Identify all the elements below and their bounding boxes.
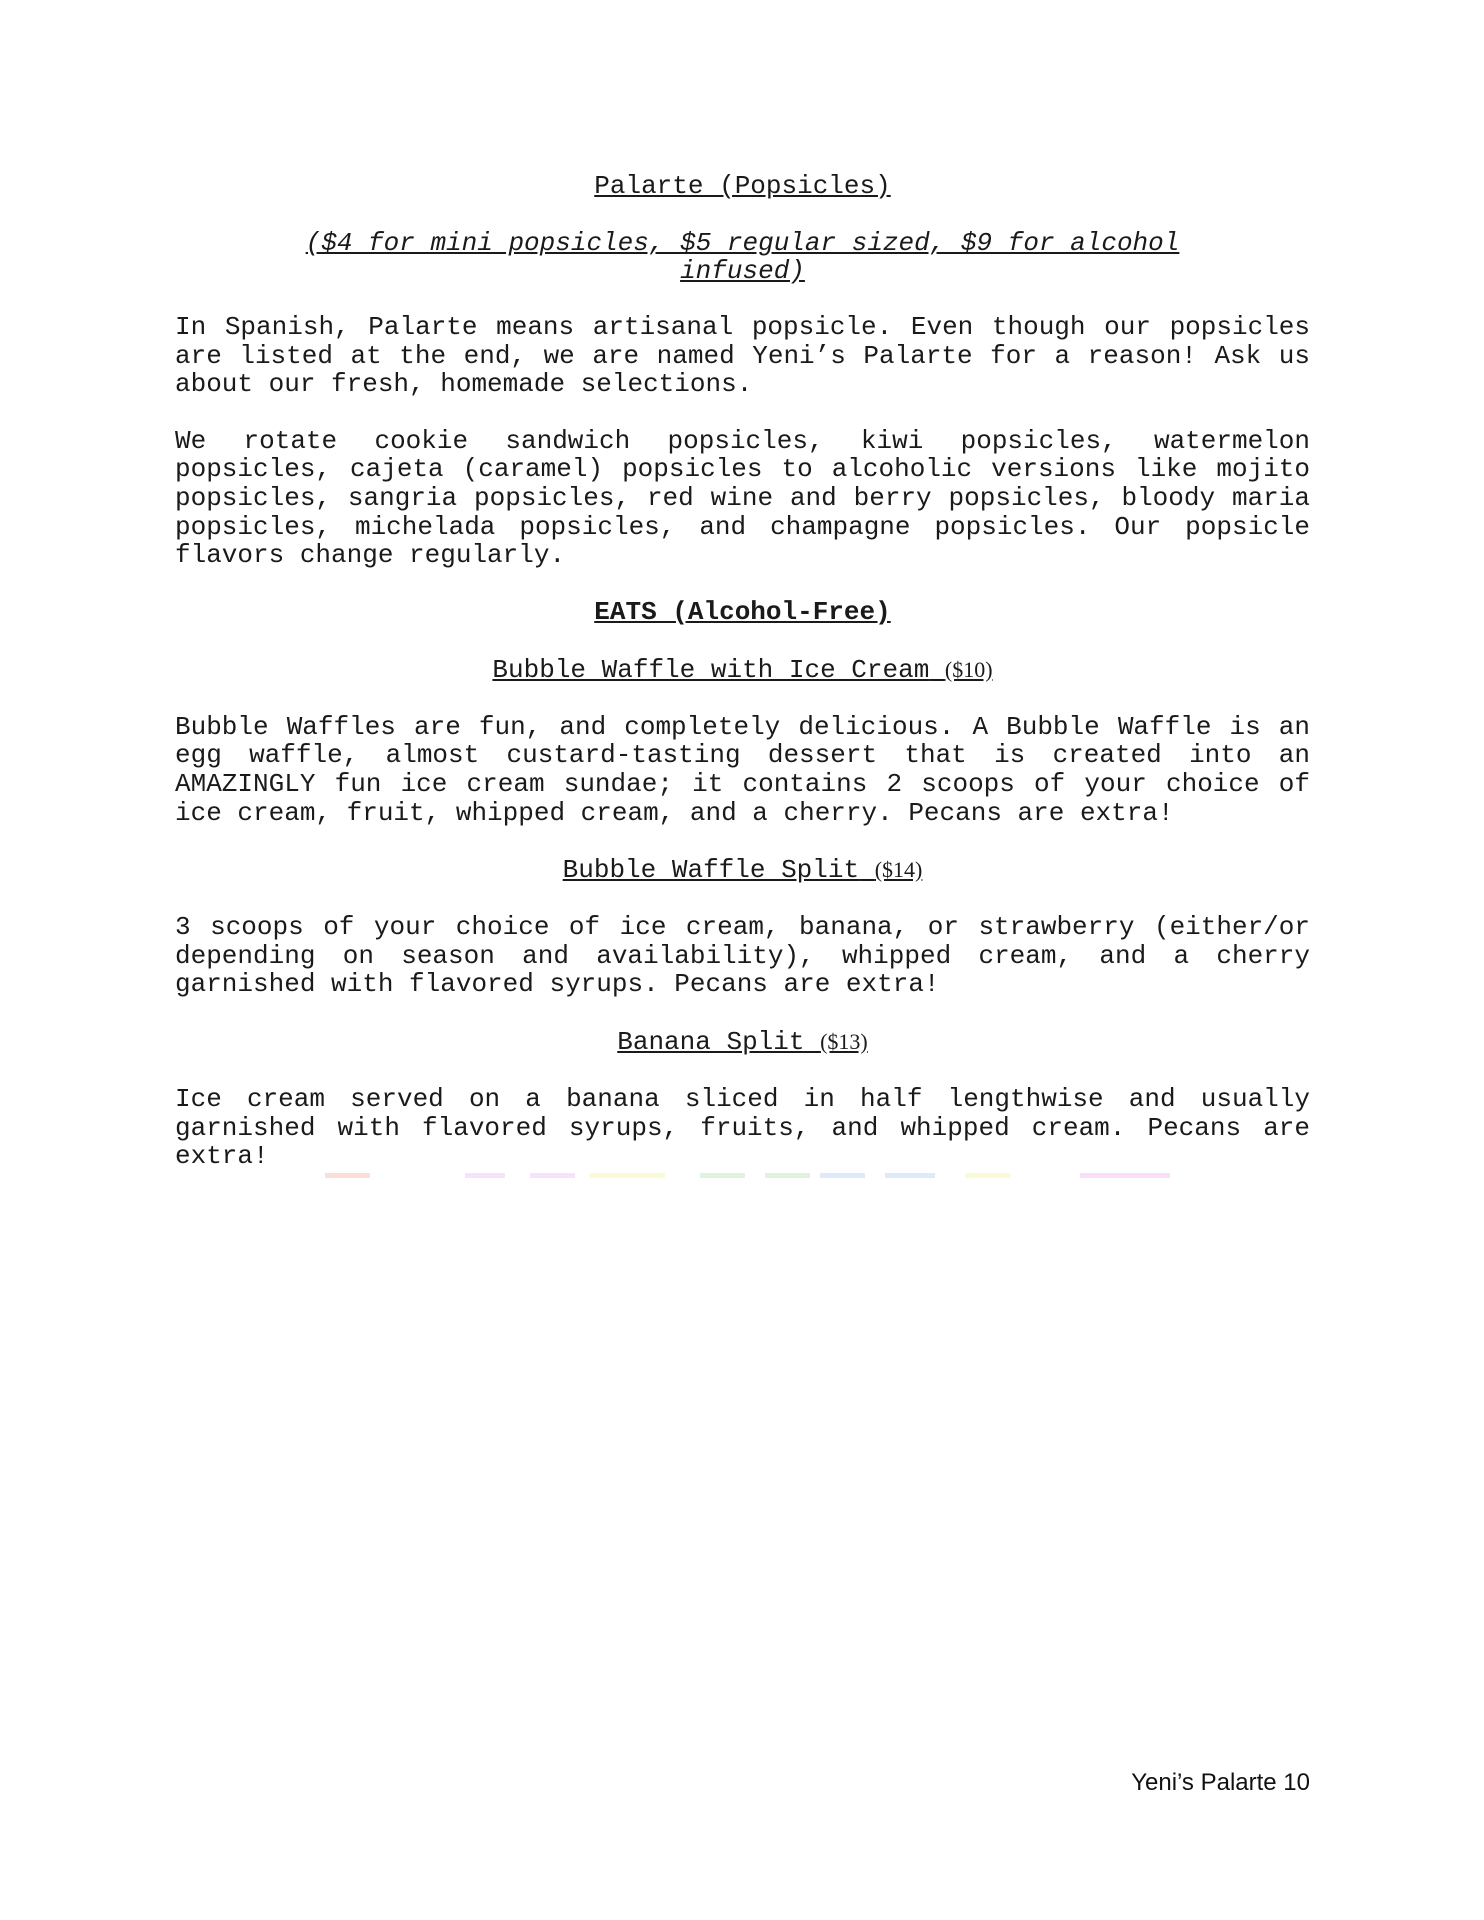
popsicles-flavors: We rotate cookie sandwich popsicles, kiwi popsicles, watermelon popsicles, cajeta (caramel) popsicles to alcoholic versions like mojito popsicles, sangria popsicles, red wine and berry popsicles, bloody maria popsicles, michelada popsicles, and champagne popsicles. Our popsicle flavors change regularly. (175, 425, 1310, 571)
item-description: Ice cream served on a banana sliced in half lengthwise and usually garnished with flavored syrups, fruits, and whipped cream. Pecans are extra! (175, 1083, 1310, 1172)
popsicle-price-note (243, 229, 1243, 285)
highlight-strip (1080, 1173, 1170, 1178)
item-heading (175, 655, 1310, 685)
menu-page (175, 172, 1310, 1199)
item-name: Banana Split (617, 1026, 805, 1057)
eats-heading: EATS (Alcohol-Free) (594, 596, 891, 627)
item-heading (175, 855, 1310, 885)
popsicles-heading: Palarte (Popsicles) (594, 171, 891, 201)
highlight-strip (820, 1173, 865, 1178)
item-description: Bubble Waffles are fun, and completely delicious. A Bubble Waffle is an egg waffle, almost custard-tasting dessert that is created into an AMAZINGLY fun ice cream sundae; it contains 2 scoops of your choice of ice cream, fruit, whipped cream, and a cherry. Pecans are extra! (175, 711, 1310, 828)
item-price: ($10) (944, 656, 993, 682)
highlight-strip (325, 1173, 370, 1178)
highlight-strip (965, 1173, 1010, 1178)
page-footer: Yeni’s Palarte 10 (1131, 1769, 1310, 1796)
item-price: ($14) (874, 857, 923, 883)
item-price: ($13) (820, 1028, 868, 1054)
price-note-line2: infused) (680, 256, 805, 286)
highlight-strip (885, 1173, 935, 1178)
highlight-strip (465, 1173, 505, 1178)
item-description: 3 scoops of your choice of ice cream, banana, or strawberry (either/or depending on season and availability), whipped cream, and a cherry garnished with flavored syrups. Pecans are extra! (175, 912, 1310, 1000)
highlight-strip (530, 1173, 575, 1178)
highlight-strip (590, 1173, 665, 1178)
highlight-strip (700, 1173, 745, 1178)
item-name: Bubble Waffle Split (562, 855, 860, 886)
price-note-line1: ($4 for mini popsicles, $5 regular sized, $9 for alcohol (305, 228, 1180, 258)
item-heading (175, 1027, 1310, 1057)
item-name: Bubble Waffle with Ice Cream (492, 654, 930, 685)
highlight-strip (765, 1173, 810, 1178)
popsicles-intro: In Spanish, Palarte means artisanal popsicle. Even though our popsicles are listed at the end, we are named Yeni’s Palarte for a reason! Ask us about our fresh, homemade selections. (175, 312, 1310, 400)
